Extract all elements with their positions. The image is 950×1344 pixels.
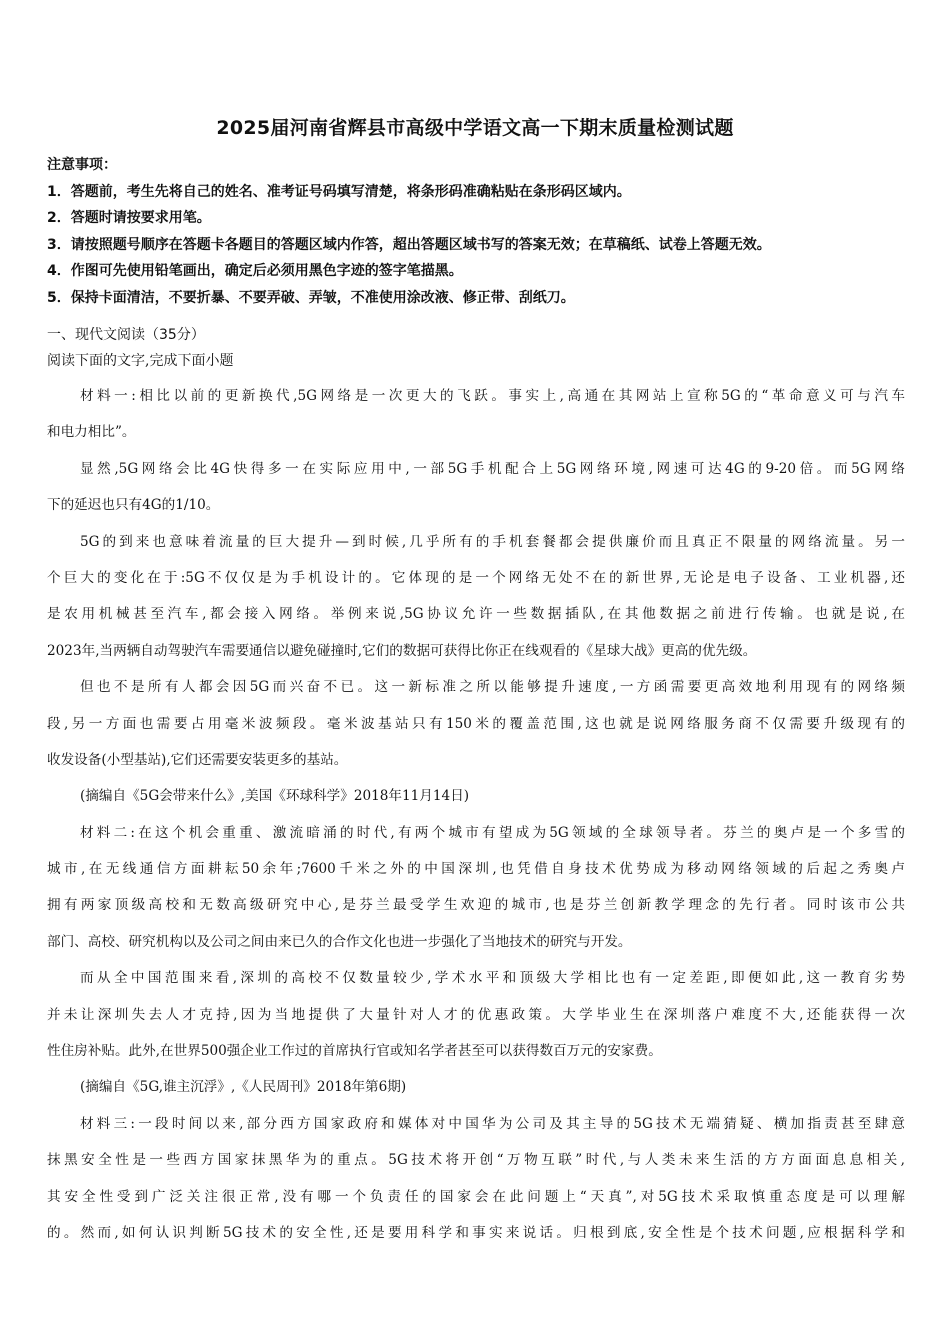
section-instruction: 阅读下面的文字,完成下面小题 <box>47 353 234 369</box>
passage-line: 但也不是所有人都会因5G而兴奋不已。这一新标准之所以能够提升速度,一方函需要更高效地利用现有的网络频 <box>80 679 905 696</box>
passage-line: 个巨大的变化在于:5G不仅仅是为手机设计的。它体现的是一个网络无处不在的新世界,无论是电子设备、工业机器,还 <box>47 569 905 586</box>
passage-text <box>47 383 905 1256</box>
notice-heading: 注意事项： <box>47 157 117 173</box>
passage-line: 材料一:相比以前的更新换代,5G网络是一次更大的飞跃。事实上,高通在其网站上宣称5G的“革命意义可与汽车 <box>80 388 905 404</box>
passage-line: 部门、高校、研究机构以及公司之间由来已久的合作文化也进一步强化了当地技术的研究与开发。 <box>47 933 632 950</box>
source-citation: (摘编自《5G,谁主沉浮》,《人民周刊》2018年第6期) <box>80 1079 407 1096</box>
notice-item: 1．答题前，考生先将自己的姓名、准考证号码填写清楚，将条形码准确粘贴在条形码区域内。 <box>47 183 631 200</box>
notice-item: 5．保持卡面清洁，不要折暴、不要弄破、弄皱，不准使用涂改液、修正带、刮纸刀。 <box>47 289 575 306</box>
passage-line: 拥有两家顶级高校和无数高级研究中心,是芬兰最受学生欢迎的城市,也是芬兰创新教学理念的先行者。同时该市公共 <box>47 897 905 914</box>
passage-line: 收发设备(小型基站),它们还需要安装更多的基站。 <box>47 751 348 768</box>
passage-line: 并未让深圳失去人才克持,因为当地提供了大量针对人才的优惠政策。大学毕业生在深圳落户难度不大,还能获得一次 <box>47 1006 905 1023</box>
source-citation: (摘编自《5G会带来什么》,美国《环球科学》2018年11月14日) <box>80 788 470 805</box>
passage-line: 性住房补贴。此外,在世界500强企业工作过的首席执行官或知名学者甚至可以获得数百万元的安家费。 <box>47 1043 662 1060</box>
passage-line: 抹黑安全性是一些西方国家抹黑华为的重点。5G技术将开创“万物互联”时代,与人类未来生活的方方面面息息相关, <box>47 1152 905 1169</box>
passage-line: 材料二:在这个机会重重、激流暗涌的时代,有两个城市有望成为5G领域的全球领导者。芬兰的奥卢是一个多雪的 <box>80 824 905 841</box>
passage-line: 和电力相比”。 <box>47 424 136 441</box>
notice-item: 4．作图可先使用铅笔画出，确定后必须用黑色字迹的签字笔描黑。 <box>47 263 463 279</box>
passage-line: 显然,5G网络会比4G快得多一在实际应用中,一部5G手机配合上5G网络环境,网速可达4G的9-20倍。而5G网络 <box>80 460 905 477</box>
section-heading: 一、现代文阅读（35分） <box>47 327 205 343</box>
page-title: 2025届河南省辉县市高级中学语文高一下期末质量检测试题 <box>216 117 734 139</box>
passage-line: 是农用机械甚至汽车,都会接入网络。举例来说,5G协议允许一些数据插队,在其他数据之前进行传输。也就是说,在 <box>47 606 905 623</box>
passage-line: 段,另一方面也需要占用毫米波频段。毫米波基站只有150米的覆盖范围,这也就是说网络服务商不仅需要升级现有的 <box>47 715 905 732</box>
passage-line: 其安全性受到广泛关注很正常,没有哪一个负责任的国家会在此问题上“天真”,对5G技术采取慎重态度是可以理解 <box>47 1188 905 1205</box>
notice-block <box>47 152 917 311</box>
passage-line: 而从全中国范围来看,深圳的高校不仅数量较少,学术水平和顶级大学相比也有一定差距,即便如此,这一教育劣势 <box>80 970 905 987</box>
notice-item: 2．答题时请按要求用笔。 <box>47 210 211 226</box>
passage-line: 5G的到来也意味着流量的巨大提升—到时候,几乎所有的手机套餐都会提供廉价而且真正不限量的网络流量。另一 <box>80 533 905 550</box>
passage-line: 城市,在无线通信方面耕耘50余年;7600千米之外的中国深圳,也凭借自身技术优势成为移动网络领域的后起之秀奥卢 <box>47 861 905 878</box>
passage-line: 下的延迟也只有4G的1/10。 <box>47 497 220 514</box>
passage-line: 的。然而,如何认识判断5G技术的安全性,还是要用科学和事实来说话。归根到底,安全性是个技术问题,应根据科学和 <box>47 1224 905 1241</box>
notice-item: 3．请按照题号顺序在答题卡各题目的答题区域内作答，超出答题区域书写的答案无效；在草稿纸、试卷上答题无效。 <box>47 236 771 253</box>
passage-line: 2023年,当两辆自动驾驶汽车需要通信以避免碰撞时,它们的数据可获得比你正在线观看的《星球大战》更高的优先级。 <box>47 642 757 659</box>
passage-line: 材料三:一段时间以来,部分西方国家政府和媒体对中国华为公司及其主导的5G技术无端猜疑、横加指责甚至肆意 <box>80 1115 905 1132</box>
